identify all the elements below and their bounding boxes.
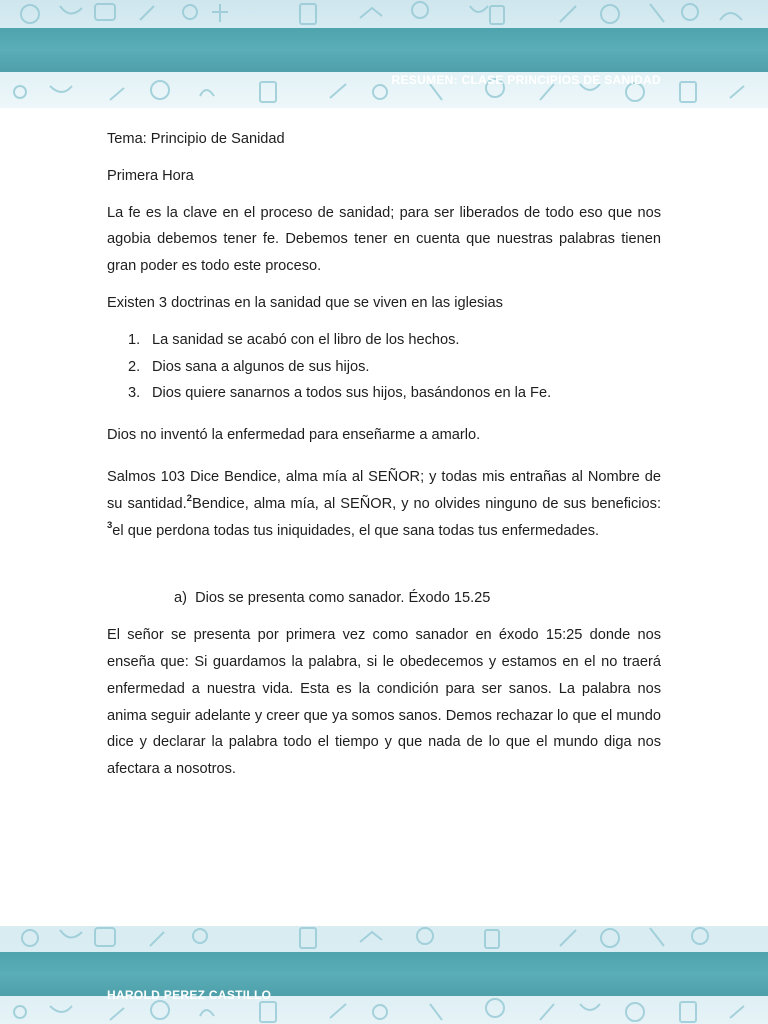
paragraph: La fe es la clave en el proceso de sanidad; para ser liberados de todo eso que nos agobia debemos tener fe. Debemos tener en cuenta que nuestras palabras tienen gran poder es todo este proceso. [107, 204, 661, 275]
header-band [0, 0, 768, 108]
topic-line: Tema: Principio de Sanidad [107, 131, 285, 147]
list-item: 2. Dios sana a algunos de sus hijos. [128, 358, 370, 375]
footer-band [0, 926, 768, 1024]
footer-author: HAROLD PEREZ CASTILLO [107, 988, 272, 1002]
verse-number: 3 [107, 519, 113, 531]
paragraph: Dios no inventó la enfermedad para enseñarme a amarlo. [107, 427, 481, 444]
section-heading: Primera Hora [107, 167, 194, 184]
paragraph: El señor se presenta por primera vez como sanador en éxodo 15:25 donde nos enseña que: Si guardamos la palabra, si le obedecemos y estamos en el no traerá enfermedad a nuestra vida. Esta es la condición para ser sanos. La palabra nos anima seguir adelante y creer que ya somos sanos. Demos rechazar lo que el mundo dice y declarar la palabra todo el tiempo y que nada de lo que el mundo diga nos afectara a nosotros. [107, 627, 661, 778]
header-title: RESUMEN: CLASE PRINCIPIOS DE SANIDAD [391, 73, 661, 87]
doctrines-intro: Existen 3 doctrinas en la sanidad que se viven en las iglesias [107, 294, 503, 311]
list-item: 1. La sanidad se acabó con el libro de los hechos. [128, 331, 460, 348]
lettered-item: a) Dios se presenta como sanador. Éxodo 15.25 [174, 590, 491, 607]
header-stripe [0, 28, 768, 87]
psalm-paragraph: Salmos 103 Dice Bendice, alma mía al SEÑOR; y todas mis entrañas al Nombre de su santidad.$^2$Bendice, alma mía, al SEÑOR, y no olvides ninguno de sus beneficios: $^3$el que perdona todas tus iniquidades, el que sana todas tus enfermedades. [107, 468, 661, 539]
document-body [107, 126, 661, 783]
list-item: 3. Dios quiere sanarnos a todos sus hijos, basándonos en la Fe. [128, 385, 552, 402]
footer-stripe [0, 952, 768, 1002]
verse-number: 2 [186, 492, 192, 504]
doctrines-list [107, 327, 661, 407]
